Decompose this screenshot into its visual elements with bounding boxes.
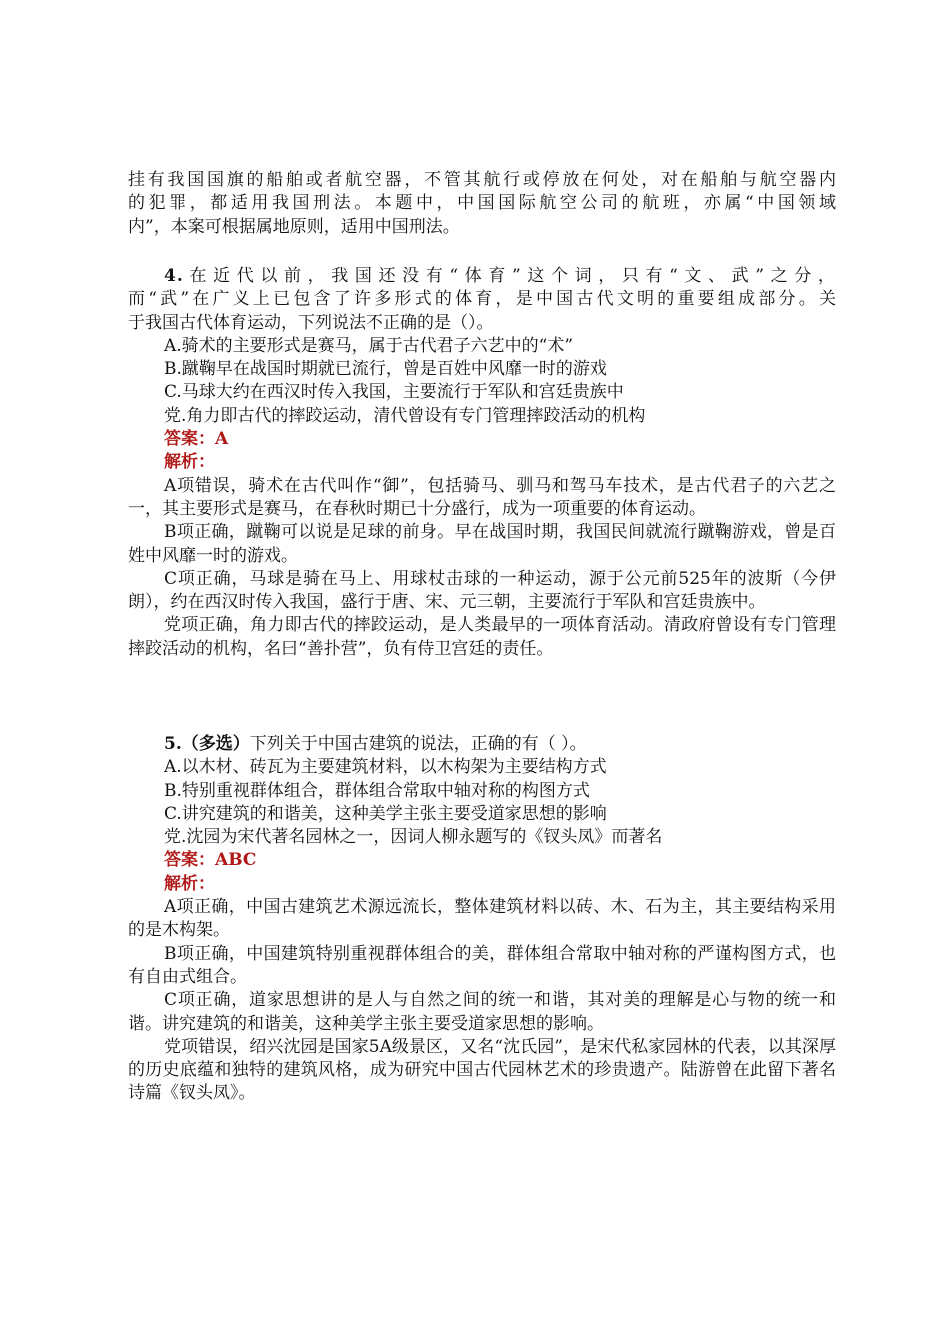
q5-option-a: A.以木材、砖瓦为主要建筑材料，以木构架为主要结构方式 — [164, 757, 607, 778]
q4-stem-line-1 — [128, 265, 836, 288]
q4-stem-line-2: 而“武”在广义上已包含了许多形式的体育，是中国古代文明的重要组成部分。关 — [128, 289, 836, 310]
q4-analysis-d: 党项正确，角力即古代的摔跤运动，是人类最早的一项体育活动。清政府曾设有专门管理摔跤活动的机构，名曰“善扑营”，负有侍卫宫廷的责任。 — [128, 615, 836, 659]
q4-analysis-b: B项正确，蹴鞠可以说是足球的前身。早在战国时期，我国民间就流行蹴鞠游戏，曾是百姓中风靡一时的游戏。 — [128, 522, 836, 566]
q5-analysis-a: A项正确，中国古建筑艺术源远流长，整体建筑材料以砖、木、石为主，其主要结构采用的是木构架。 — [128, 897, 836, 941]
q4-option-d: 党.角力即古代的摔跤运动，清代曾设有专门管理摔跤活动的机构 — [164, 405, 646, 426]
q5-answer: 答案：ABC — [164, 850, 257, 871]
intro-line-3: 内”，本案可根据属地原则，适用中国刑法。 — [128, 216, 460, 237]
intro-paragraph — [128, 169, 836, 239]
q4-option-c: C.马球大约在西汉时传入我国，主要流行于军队和宫廷贵族中 — [164, 382, 624, 403]
q4-option-a: A.骑术的主要形式是赛马，属于古代君子六艺中的“术” — [164, 335, 574, 356]
intro-line-1: 挂有我国国旗的船舶或者航空器，不管其航行或停放在何处，对在船舶与航空器内 — [128, 170, 836, 190]
q4-stem-text-1: 在近代以前，我国还没有“体育”这个词，只有“文、武”之分， — [183, 266, 836, 286]
q4-analysis-label: 解析： — [164, 452, 215, 473]
q5-number: 5. — [164, 734, 182, 754]
q4-stem-line-3: 于我国古代体育运动，下列说法不正确的是（）。 — [128, 312, 494, 333]
q5-stem-line — [128, 733, 836, 756]
q5-analysis-b: B项正确，中国建筑特别重视群体组合的美，群体组合常取中轴对称的严谨构图方式，也有自由式组合。 — [128, 943, 836, 987]
intro-line-2: 的犯罪，都适用我国刑法。本题中，中国国际航空公司的航班，亦属“中国领域 — [128, 193, 836, 214]
q5-option-c: C.讲究建筑的和谐美，这种美学主张主要受道家思想的影响 — [164, 803, 607, 824]
q5-analysis-label: 解析： — [164, 873, 215, 894]
q5-option-b: B.特别重视群体组合，群体组合常取中轴对称的构图方式 — [164, 780, 590, 801]
q4-analysis-c: C项正确，马球是骑在马上、用球杖击球的一种运动，源于公元前525年的波斯（今伊朗），约在西汉时传入我国，盛行于唐、宋、元三朝，主要流行于军队和宫廷贵族中。 — [128, 568, 836, 613]
q5-analysis-c: C项正确，道家思想讲的是人与自然之间的统一和谐，其对美的理解是心与物的统一和谐。讲究建筑的和谐美，这种美学主张主要受道家思想的影响。 — [128, 990, 836, 1034]
question-5 — [128, 733, 836, 1106]
q4-number: 4. — [164, 266, 184, 286]
question-4 — [128, 265, 836, 661]
q5-analysis-d: 党项错误，绍兴沈园是国家5A级景区，又名“沈氏园”，是宋代私家园林的代表，以其深厚的历史底蕴和独特的建筑风格，成为研究中国古代园林艺术的珍贵遗产。陆游曾在此留下著名诗篇《钗头凤》。 — [128, 1036, 836, 1104]
q4-analysis-a: A项错误，骑术在古代叫作“御”，包括骑马、驯马和驾马车技术，是古代君子的六艺之一，其主要形式是赛马，在春秋时期已十分盛行，成为一项重要的体育运动。 — [128, 475, 836, 519]
q5-option-d: 党.沈园为宋代著名园林之一，因词人柳永题写的《钗头凤》而著名 — [164, 827, 663, 848]
q4-option-b: B.蹴鞠早在战国时期就已流行，曾是百姓中风靡一时的游戏 — [164, 359, 607, 380]
q4-answer: 答案：A — [164, 429, 229, 450]
q5-multi-tag: （多选） — [181, 734, 250, 754]
q5-stem-text: 下列关于中国古建筑的说法，正确的有（ ）。 — [249, 734, 587, 754]
